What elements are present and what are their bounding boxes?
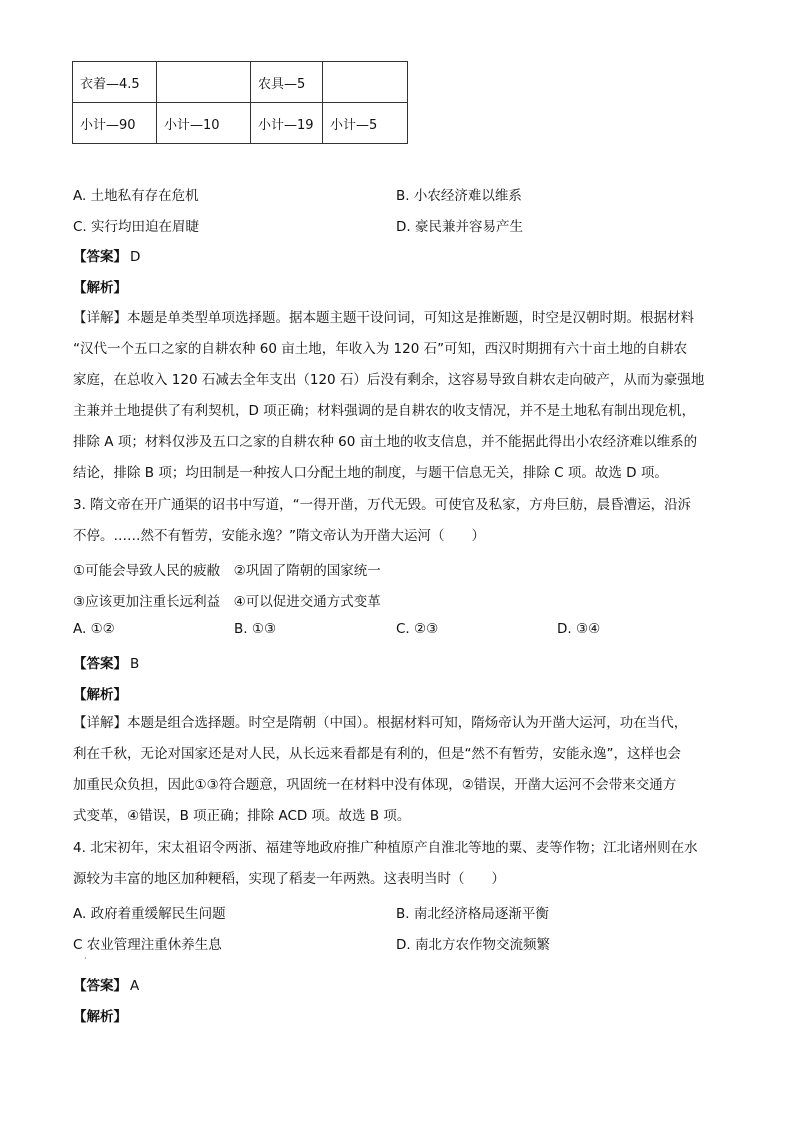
q2-answer-row xyxy=(73,245,140,265)
text-line: 排除 A 项；材料仅涉及五口之家的自耕农种 60 亩土地的收支信息，并不能据此得出小农经济难以维系的 xyxy=(73,434,698,450)
q3-statements-1: ①可能会导致人民的疲敝 ②巩固了隋朝的国家统一 xyxy=(73,563,381,579)
q3-option-d: D. ③④ xyxy=(557,621,601,637)
text-line: 主兼并土地提供了有利契机，D 项正确；材料强调的是自耕农的收支情况，并不是土地私有制出现危机， xyxy=(73,403,696,419)
q3-stem xyxy=(73,490,723,552)
text-line: 3. 隋文帝在开广通渠的诏书中写道，“一得开凿，万代无毁。可使官及私家，方舟巨舫，晨昏漕运，沿泝 xyxy=(73,497,692,513)
q4-option-a: A. 政府着重缓解民生问题 xyxy=(73,906,226,922)
table-cell: 小计—19 xyxy=(251,103,323,144)
text-line: 【详解】本题是单类型单项选择题。据本题主题干设问词，可知这是推断题，时空是汉朝时期。根据材料 xyxy=(73,310,694,326)
q4-option-c: C 农业管理注重休养生息 xyxy=(73,937,222,953)
q2-option-c: C. 实行均田迫在眉睫 xyxy=(73,219,200,235)
text-line: 不停。……然不有暂劳，安能永逸？”隋文帝认为开凿大运河（ ） xyxy=(73,528,485,544)
text-line: 式变革，④错误，B 项正确；排除 ACD 项。故选 B 项。 xyxy=(73,808,411,824)
text-line: 家庭，在总收入 120 石减去全年支出（120 石）后没有剩余，这容易导致自耕农走向破产，从而为豪强地 xyxy=(73,372,705,388)
answer-value: B xyxy=(130,656,140,672)
table-cell xyxy=(157,62,251,103)
table-cell: 小计—5 xyxy=(323,103,408,144)
q4-answer-row xyxy=(73,974,139,994)
answer-value: A xyxy=(130,978,140,994)
answer-value: D xyxy=(130,249,141,265)
q4-option-d: D. 南北方农作物交流频繁 xyxy=(396,937,550,953)
q2-detail-explanation xyxy=(73,303,723,489)
text-line: 结论，排除 B 项；均田制是一种按人口分配土地的制度，与题干信息无关，排除 C 项。故选 D 项。 xyxy=(73,465,668,481)
answer-tag: 【答案】 xyxy=(73,978,127,994)
q4-stem xyxy=(73,833,723,895)
q3-option-b: B. ①③ xyxy=(234,621,277,637)
q3-detail-explanation xyxy=(73,708,723,832)
text-line: 利在千秋，无论对国家还是对人民，从长远来看都是有利的，但是“然不有暂劳，安能永逸”，这样也会 xyxy=(73,746,681,762)
q3-option-c: C. ②③ xyxy=(396,621,439,637)
table-cell: 衣着—4.5 xyxy=(73,62,157,103)
q4-analysis-tag: 【解析】 xyxy=(73,1009,127,1025)
table-cell xyxy=(323,62,408,103)
table-cell: 农具—5 xyxy=(251,62,323,103)
table-cell: 小计—10 xyxy=(157,103,251,144)
q3-analysis-tag: 【解析】 xyxy=(73,687,127,703)
text-line: “汉代一个五口之家的自耕农种 60 亩土地，年收入为 120 石”可知，西汉时期拥有六十亩土地的自耕农 xyxy=(73,341,688,357)
q2-option-b: B. 小农经济难以维系 xyxy=(396,188,522,204)
q3-option-a: A. ①② xyxy=(73,621,115,637)
table-cell: 小计—90 xyxy=(73,103,157,144)
stray-mark: · xyxy=(84,954,87,963)
q2-option-d: D. 豪民兼并容易产生 xyxy=(396,219,523,235)
income-expense-table xyxy=(72,61,408,144)
text-line: 源较为丰富的地区加种粳稻，实现了稻麦一年两熟。这表明当时（ ） xyxy=(73,871,505,887)
q3-answer-row xyxy=(73,652,139,672)
text-line: 加重民众负担，因此①③符合题意，巩固统一在材料中没有体现，②错误，开凿大运河不会带来交通方 xyxy=(73,777,677,793)
table-row xyxy=(73,103,408,144)
q3-statements-2: ③应该更加注重长远利益 ④可以促进交通方式变革 xyxy=(73,594,381,610)
q2-option-a: A. 土地私有存在危机 xyxy=(73,188,199,204)
q2-analysis-tag: 【解析】 xyxy=(73,280,127,296)
table-row xyxy=(73,62,408,103)
text-line: 4. 北宋初年，宋太祖诏令两浙、福建等地政府推广种植原产自淮北等地的粟、麦等作物；江北诸州则在水 xyxy=(73,840,698,856)
text-line: 【详解】本题是组合选择题。时空是隋朝（中国）。根据材料可知，隋炀帝认为开凿大运河，功在当代， xyxy=(73,715,688,731)
q4-option-b: B. 南北经济格局逐渐平衡 xyxy=(396,906,549,922)
answer-tag: 【答案】 xyxy=(73,656,127,672)
answer-tag: 【答案】 xyxy=(73,249,127,265)
